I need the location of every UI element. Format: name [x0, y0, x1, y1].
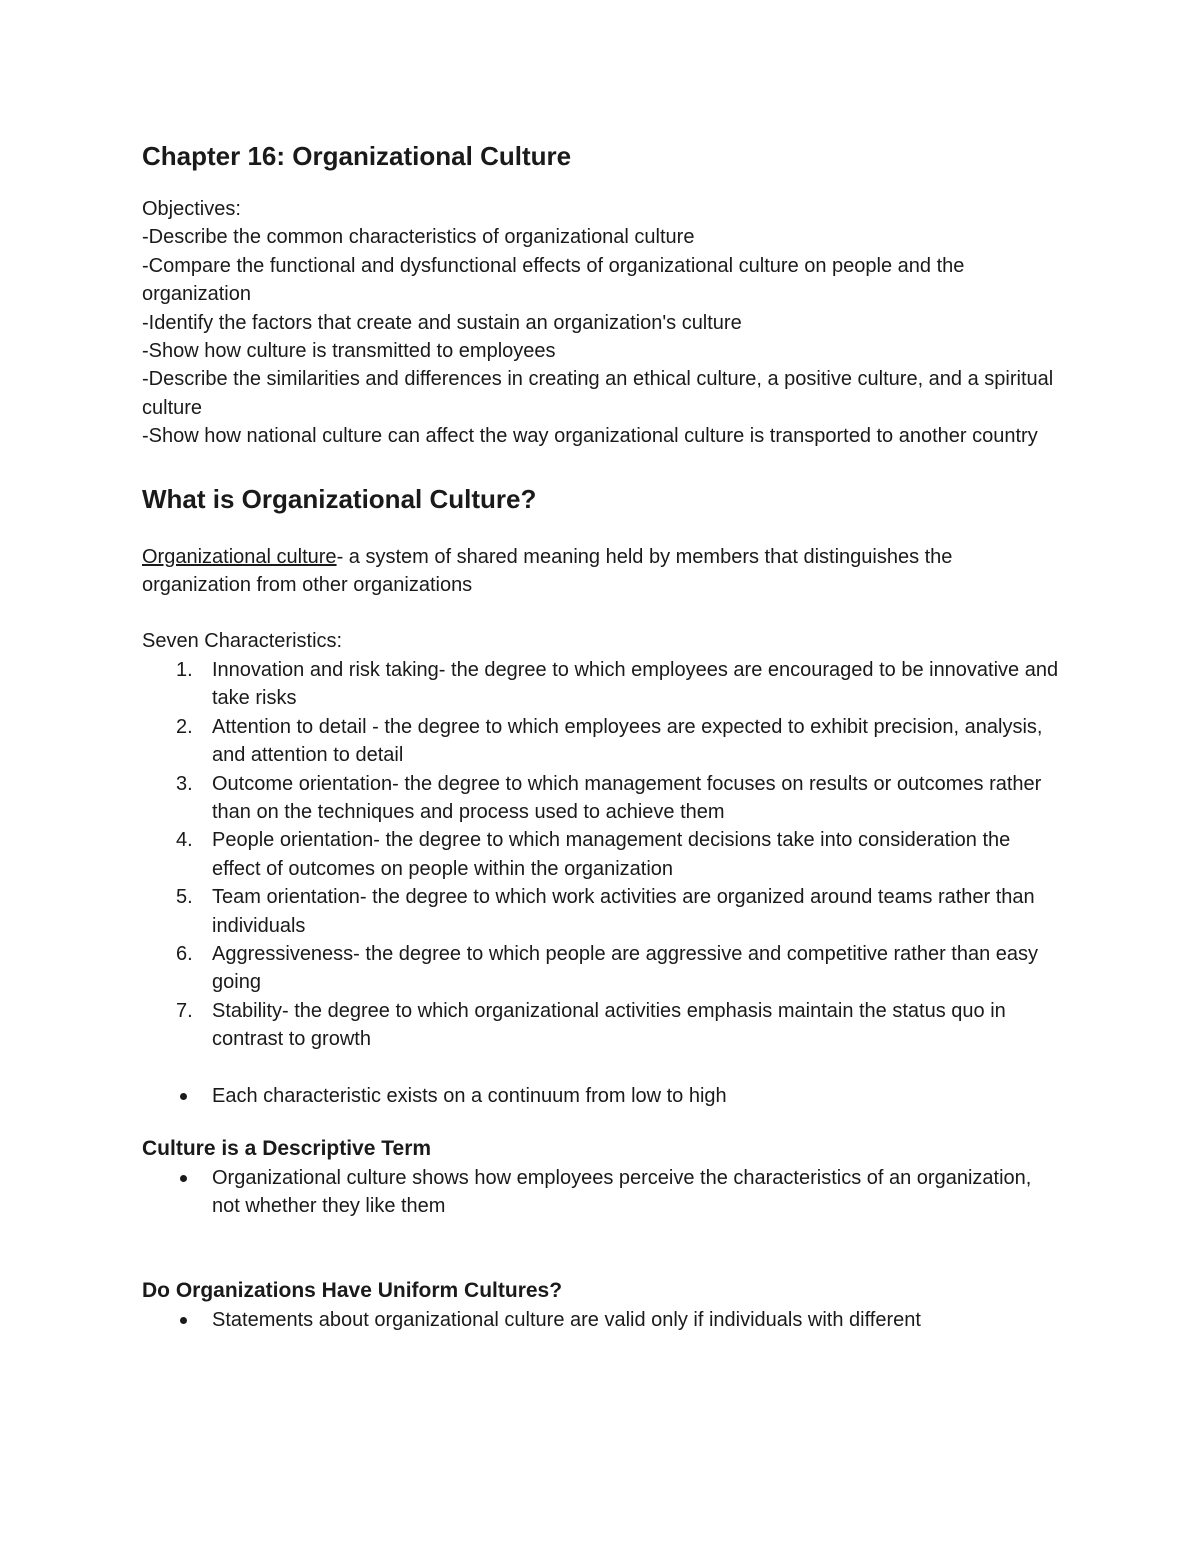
- list-item-text: Attention to detail - the degree to which employees are expected to exhibit precision, analysis, and attention to detail: [212, 715, 1043, 767]
- list-item: [142, 713, 1062, 770]
- bullet-item: [142, 1164, 1062, 1221]
- list-item: [142, 656, 1062, 713]
- section-heading-descriptive-term: Culture is a Descriptive Term: [142, 1136, 432, 1160]
- document-page: [142, 138, 1062, 1334]
- bullet-text: Organizational culture shows how employees perceive the characteristics of an organization, not whether they like them: [212, 1166, 1032, 1218]
- list-item: [142, 883, 1062, 940]
- list-item-text: Team orientation- the degree to which work activities are organized around teams rather than individuals: [212, 886, 1035, 937]
- chapter-title: Chapter 16: Organizational Culture: [142, 141, 572, 171]
- list-item-text: People orientation- the degree to which management decisions take into consideration the effect of outcomes on people within the organization: [212, 829, 1011, 880]
- bullet-icon: [180, 1317, 187, 1324]
- section-heading-uniform-cultures: Do Organizations Have Uniform Cultures?: [142, 1278, 563, 1302]
- list-item: [142, 826, 1062, 883]
- section-heading-what-is-culture: What is Organizational Culture?: [142, 483, 537, 514]
- objective-item: -Identify the factors that create and sustain an organization's culture: [142, 311, 742, 334]
- objective-item: -Compare the functional and dysfunctional effects of organizational culture on people and the organization: [142, 254, 965, 306]
- list-item-text: Aggressiveness- the degree to which people are aggressive and competitive rather than easy going: [212, 942, 1039, 994]
- objective-item: -Show how national culture can affect the way organizational culture is transported to another country: [142, 425, 1038, 448]
- list-number: 6.: [176, 942, 193, 965]
- objective-item: -Show how culture is transmitted to employees: [142, 340, 556, 363]
- bullet-icon: [180, 1175, 187, 1182]
- bullet-icon: [180, 1093, 187, 1100]
- objectives-block: [142, 195, 1062, 451]
- bullet-text: Statements about organizational culture are valid only if individuals with different: [212, 1308, 921, 1331]
- list-number: 4.: [176, 829, 193, 852]
- list-number: 3.: [176, 772, 193, 795]
- bullet-item: [142, 1082, 1062, 1110]
- bullet-item: [142, 1306, 1062, 1334]
- list-item-text: Outcome orientation- the degree to which management focuses on results or outcomes rather than on the techniques and process used to achieve them: [212, 772, 1042, 823]
- definition-paragraph: [142, 543, 1062, 600]
- objectives-label: Objectives:: [142, 198, 241, 220]
- list-number: 2.: [176, 715, 193, 738]
- characteristics-list: [142, 656, 1062, 1054]
- list-item-text: Stability- the degree to which organizational activities emphasis maintain the status quo in contrast to growth: [212, 999, 1006, 1051]
- list-item: [142, 770, 1062, 827]
- characteristics-label: Seven Characteristics:: [142, 630, 343, 653]
- list-item-text: Innovation and risk taking- the degree to which employees are encouraged to be innovative and take risks: [212, 658, 1059, 710]
- objective-item: -Describe the similarities and differences in creating an ethical culture, a positive culture, and a spiritual culture: [142, 368, 1054, 419]
- list-number: 1.: [176, 658, 193, 681]
- list-item: [142, 940, 1062, 997]
- objective-item: -Describe the common characteristics of organizational culture: [142, 226, 695, 249]
- list-number: 7.: [176, 999, 193, 1022]
- definition-text: - a system of shared meaning held by members that distinguishes the organization from other organizations: [142, 545, 953, 597]
- bullet-text: Each characteristic exists on a continuum from low to high: [212, 1084, 727, 1107]
- definition-term: Organizational culture: [142, 545, 337, 568]
- list-item: [142, 997, 1062, 1054]
- list-number: 5.: [176, 886, 193, 909]
